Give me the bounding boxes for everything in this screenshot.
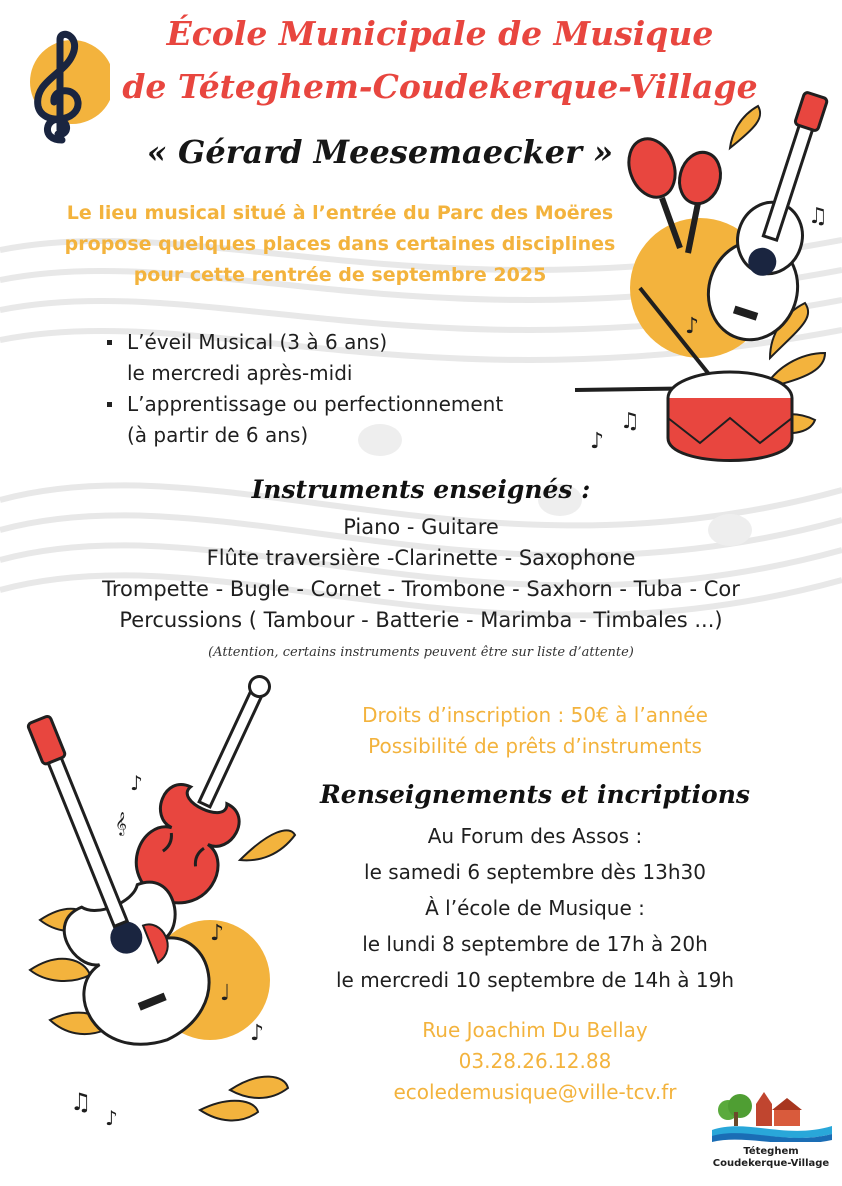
town-logo-icon [706,1082,836,1142]
course-list [105,327,625,451]
svg-text:♫: ♫ [620,409,640,434]
list-item-line: le mercredi après-midi [127,361,353,385]
violin-icon [123,670,301,917]
school-title-line1: École Municipale de Musique [166,14,714,53]
intro-text [20,198,660,291]
intro-line: Le lieu musical situé à l’entrée du Parc des Moëres [66,202,614,224]
schedule-line: Au Forum des Assos : [427,824,643,848]
fees-line: Possibilité de prêts d’instruments [368,734,702,758]
list-item-line: L’éveil Musical (3 à 6 ans) [127,330,388,354]
list-item-line: (à partir de 6 ans) [127,423,309,447]
svg-text:♪: ♪ [105,1106,118,1130]
school-title-line2: de Téteghem-Coudekerque-Village [122,67,758,106]
contact-phone[interactable]: 03.28.26.12.88 [458,1049,612,1073]
info-heading: Renseignements et incriptions [320,780,750,809]
instruments-illustration-bottom [20,670,320,1130]
svg-text:𝄞: 𝄞 [115,811,127,835]
svg-text:♫: ♫ [808,204,828,229]
svg-text:♪: ♪ [130,771,143,795]
schedule-line: le lundi 8 septembre de 17h à 20h [362,932,708,956]
instruments-heading: Instruments enseignés : [251,475,591,504]
town-logo-line: Téteghem [743,1146,799,1157]
schedule-line: le mercredi 10 septembre de 14h à 19h [335,968,735,992]
schedule-list [300,818,770,998]
instruments-list [0,512,842,636]
svg-text:♫: ♫ [70,1088,92,1116]
contact-address: Rue Joachim Du Bellay [422,1018,648,1042]
contact-block [310,1015,760,1108]
instruments-line: Trompette - Bugle - Cornet - Trombone - Saxhorn - Tuba - Cor [102,577,740,601]
svg-text:♪: ♪ [685,314,700,339]
town-logo [706,1082,836,1182]
instruments-line: Percussions ( Tambour - Batterie - Marimba - Timbales ...) [119,608,723,632]
contact-email[interactable]: ecoledemusique@ville-tcv.fr [393,1080,677,1104]
schedule-line: À l’école de Musique : [425,896,645,920]
svg-text:♪: ♪ [210,921,225,946]
svg-text:♩: ♩ [220,981,231,1006]
town-logo-line: Coudekerque-Village [712,1158,830,1169]
svg-text:♪: ♪ [590,429,605,454]
intro-line: pour cette rentrée de septembre 2025 [133,264,547,286]
instruments-line: Flûte traversière -Clarinette - Saxophone [206,546,636,570]
list-item [105,389,625,451]
instruments-line: Piano - Guitare [343,515,499,539]
schedule-line: le samedi 6 septembre dès 13h30 [364,860,706,884]
school-subtitle: « Gérard Meesemaecker » [146,133,614,171]
svg-text:♪: ♪ [250,1021,265,1046]
list-item [105,327,625,389]
list-item-line: L’apprentissage ou perfectionnement [127,392,504,416]
waiting-list-note: (Attention, certains instruments peuvent être sur liste d’attente) [208,645,634,660]
fees-block [310,700,760,762]
intro-line: propose quelques places dans certaines disciplines [64,233,616,255]
fees-line: Droits d’inscription : 50€ à l’année [362,703,708,727]
